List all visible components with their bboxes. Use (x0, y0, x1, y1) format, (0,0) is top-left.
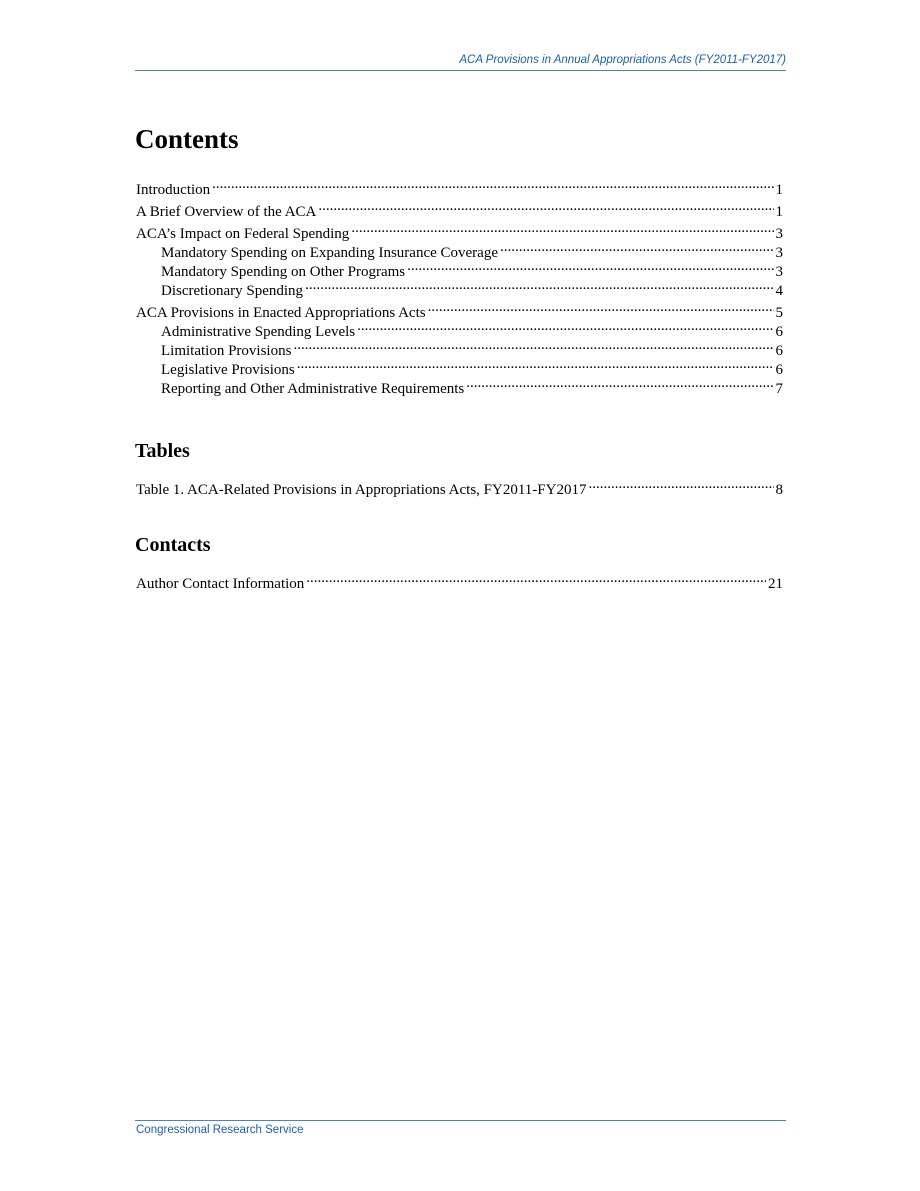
contacts-heading: Contacts (135, 534, 211, 556)
toc-entry-table-1[interactable] (136, 475, 783, 498)
toc-entry-page: 3 (775, 264, 783, 280)
footer-rule (135, 1120, 786, 1121)
contents-heading: Contents (135, 124, 239, 154)
toc-entry-author-contact[interactable] (136, 569, 783, 592)
toc-entry-page: 3 (775, 226, 783, 242)
tables-heading: Tables (135, 440, 190, 462)
running-title: ACA Provisions in Annual Appropriations Acts (FY2011-FY2017) (459, 54, 786, 66)
toc-entry-label: Administrative Spending Levels (161, 324, 356, 340)
toc-entry-brief-overview[interactable] (136, 197, 783, 220)
toc-entry-label: Author Contact Information (136, 576, 305, 592)
toc-entry-page: 6 (775, 362, 783, 378)
dot-leader (428, 298, 774, 317)
toc-entry-label: Reporting and Other Administrative Requirements (161, 381, 465, 397)
tables-list (136, 475, 783, 498)
dot-leader (500, 238, 774, 257)
toc-entry-label: Limitation Provisions (161, 343, 292, 359)
dot-leader (293, 336, 773, 355)
dot-leader (297, 355, 774, 374)
footer-organization: Congressional Research Service (136, 1124, 304, 1136)
dot-leader (318, 197, 773, 216)
toc-entry-page: 6 (775, 343, 783, 359)
toc-entry-page: 21 (768, 576, 783, 592)
dot-leader (305, 276, 773, 295)
toc-entry-label: A Brief Overview of the ACA (136, 204, 317, 220)
toc-entry-page: 4 (775, 283, 783, 299)
toc-entry-page: 3 (775, 245, 783, 261)
toc-entry-page: 8 (775, 482, 783, 498)
dot-leader (306, 569, 766, 588)
dot-leader (212, 175, 773, 194)
toc-entry-label: Discretionary Spending (161, 283, 304, 299)
dot-leader (407, 257, 773, 276)
toc-entry-label: Introduction (136, 182, 211, 198)
toc-entry-page: 5 (775, 305, 783, 321)
toc-entry-page: 1 (775, 204, 783, 220)
dot-leader (351, 219, 773, 238)
contents-list (136, 175, 783, 397)
dot-leader (588, 475, 773, 494)
toc-entry-label: ACA Provisions in Enacted Appropriations Acts (136, 305, 426, 321)
dot-leader (466, 374, 773, 393)
toc-entry-page: 1 (775, 182, 783, 198)
toc-entry-label: Mandatory Spending on Other Programs (161, 264, 406, 280)
page-header (135, 54, 786, 71)
contacts-list (136, 569, 783, 592)
toc-entry-label: ACA’s Impact on Federal Spending (136, 226, 350, 242)
toc-entry-introduction[interactable] (136, 175, 783, 198)
toc-entry-label: Table 1. ACA-Related Provisions in Appropriations Acts, FY2011-FY2017 (136, 482, 587, 498)
toc-entry-page: 7 (775, 381, 783, 397)
toc-entry-label: Legislative Provisions (161, 362, 295, 378)
toc-entry-label: Mandatory Spending on Expanding Insurance Coverage (161, 245, 498, 261)
dot-leader (357, 317, 773, 336)
toc-entry-page: 6 (775, 324, 783, 340)
